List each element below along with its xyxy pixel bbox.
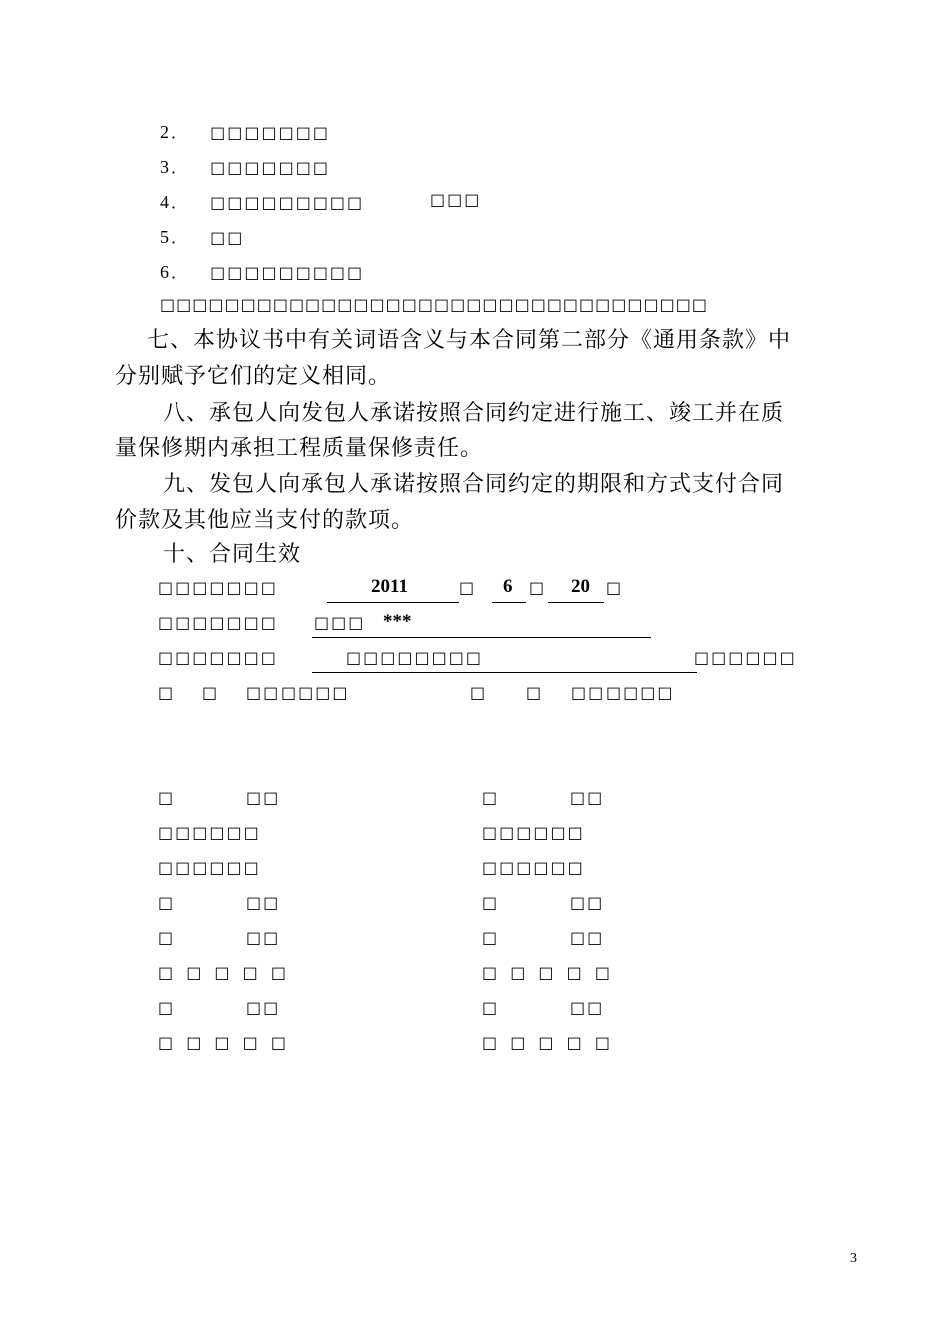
effect-row3-label: □□□□□□□ (158, 648, 278, 667)
page-number: 3 (850, 1251, 857, 1266)
list-item: 3． □□□□□□□ (160, 157, 330, 177)
list-item: 6． □□□□□□□□□ (160, 262, 365, 282)
seal-right-a: □ (470, 683, 488, 702)
row2-underline (312, 637, 651, 638)
seal-right-b: □ (526, 683, 544, 702)
effect-row3-value: □□□□□□□□ (346, 648, 483, 667)
effect-row3-suffix: □□□□□□ (694, 648, 797, 667)
clause-nine-line1: 九、发包人向承包人承诺按照合同约定的期限和方式支付合同 (163, 472, 785, 497)
list-item: 2． □□□□□□□ (160, 122, 330, 142)
list-item: 4． □□□□□□□□□ (160, 192, 365, 212)
seal-right-d: □□□□ (606, 683, 675, 702)
clause-eight-line1: 八、承包人向发包人承诺按照合同约定进行施工、竣工并在质 (163, 401, 785, 426)
party-left-field: □ (158, 788, 176, 807)
party-right-field: □□□□□□ (482, 858, 585, 877)
party-left-field: □ (158, 928, 176, 947)
party-left-field: □□ (246, 928, 281, 947)
clause-ten: 十、合同生效 (163, 542, 302, 567)
party-right-field: □□ (570, 928, 605, 947)
party-left-field: □□□□□□ (158, 858, 261, 877)
row3-underline (312, 672, 697, 673)
party-right-field: □ □ □ □ □ (482, 1033, 614, 1052)
year-underline (327, 602, 459, 603)
effect-row2-label: □□□□□□□ (158, 613, 278, 632)
seal-left-d: □□□□ (281, 683, 350, 702)
seal-left-b: □ (202, 683, 220, 702)
party-right-field: □ (482, 788, 500, 807)
party-left-field: □ □ □ □ □ (158, 963, 290, 982)
effect-day: 20 (571, 576, 590, 597)
party-right-field: □ (482, 998, 500, 1017)
party-right-field: □ (482, 928, 500, 947)
effect-month: 6 (503, 576, 513, 597)
month-unit: □ (529, 578, 547, 597)
effect-date-label: □□□□□□□ (158, 578, 278, 597)
party-left-field: □ □ □ □ □ (158, 1033, 290, 1052)
party-left-field: □ (158, 893, 176, 912)
month-underline (492, 602, 526, 603)
seal-left-c: □□ (246, 683, 281, 702)
party-right-field: □□□□□□ (482, 823, 585, 842)
year-unit: □ (459, 578, 477, 597)
effect-row2-value: *** (383, 611, 412, 632)
party-left-field: □□ (246, 893, 281, 912)
party-left-field: □□□□□□ (158, 823, 261, 842)
list-item: 5． □□ (160, 227, 245, 247)
party-right-field: □□ (570, 893, 605, 912)
clause-seven-line1: 七、本协议书中有关词语含义与本合同第二部分《通用条款》中 (147, 328, 792, 353)
clause-eight-line2: 量保修期内承担工程质量保修责任。 (115, 436, 484, 461)
seal-right-c: □□ (571, 683, 606, 702)
clause-seven-line2: 分别赋予它们的定义相同。 (115, 364, 392, 389)
party-left-field: □ (158, 998, 176, 1017)
day-underline (548, 602, 604, 603)
party-left-field: □□ (246, 788, 281, 807)
party-right-field: □ (482, 893, 500, 912)
party-right-field: □□ (570, 998, 605, 1017)
list-item-extra: □□□ (430, 190, 482, 209)
party-right-field: □ □ □ □ □ (482, 963, 614, 982)
party-left-field: □□ (246, 998, 281, 1017)
effect-year: 2011 (371, 576, 408, 597)
clause-nine-line2: 价款及其他应当支付的款项。 (115, 508, 415, 533)
day-unit: □ (606, 578, 624, 597)
party-right-field: □□ (570, 788, 605, 807)
list-note: □□□□□□□□□□□□□□□□□□□□□□□□□□□□□□□□□□ (160, 295, 708, 314)
seal-left-a: □ (158, 683, 176, 702)
effect-row2-prefix: □□□ (314, 613, 366, 632)
